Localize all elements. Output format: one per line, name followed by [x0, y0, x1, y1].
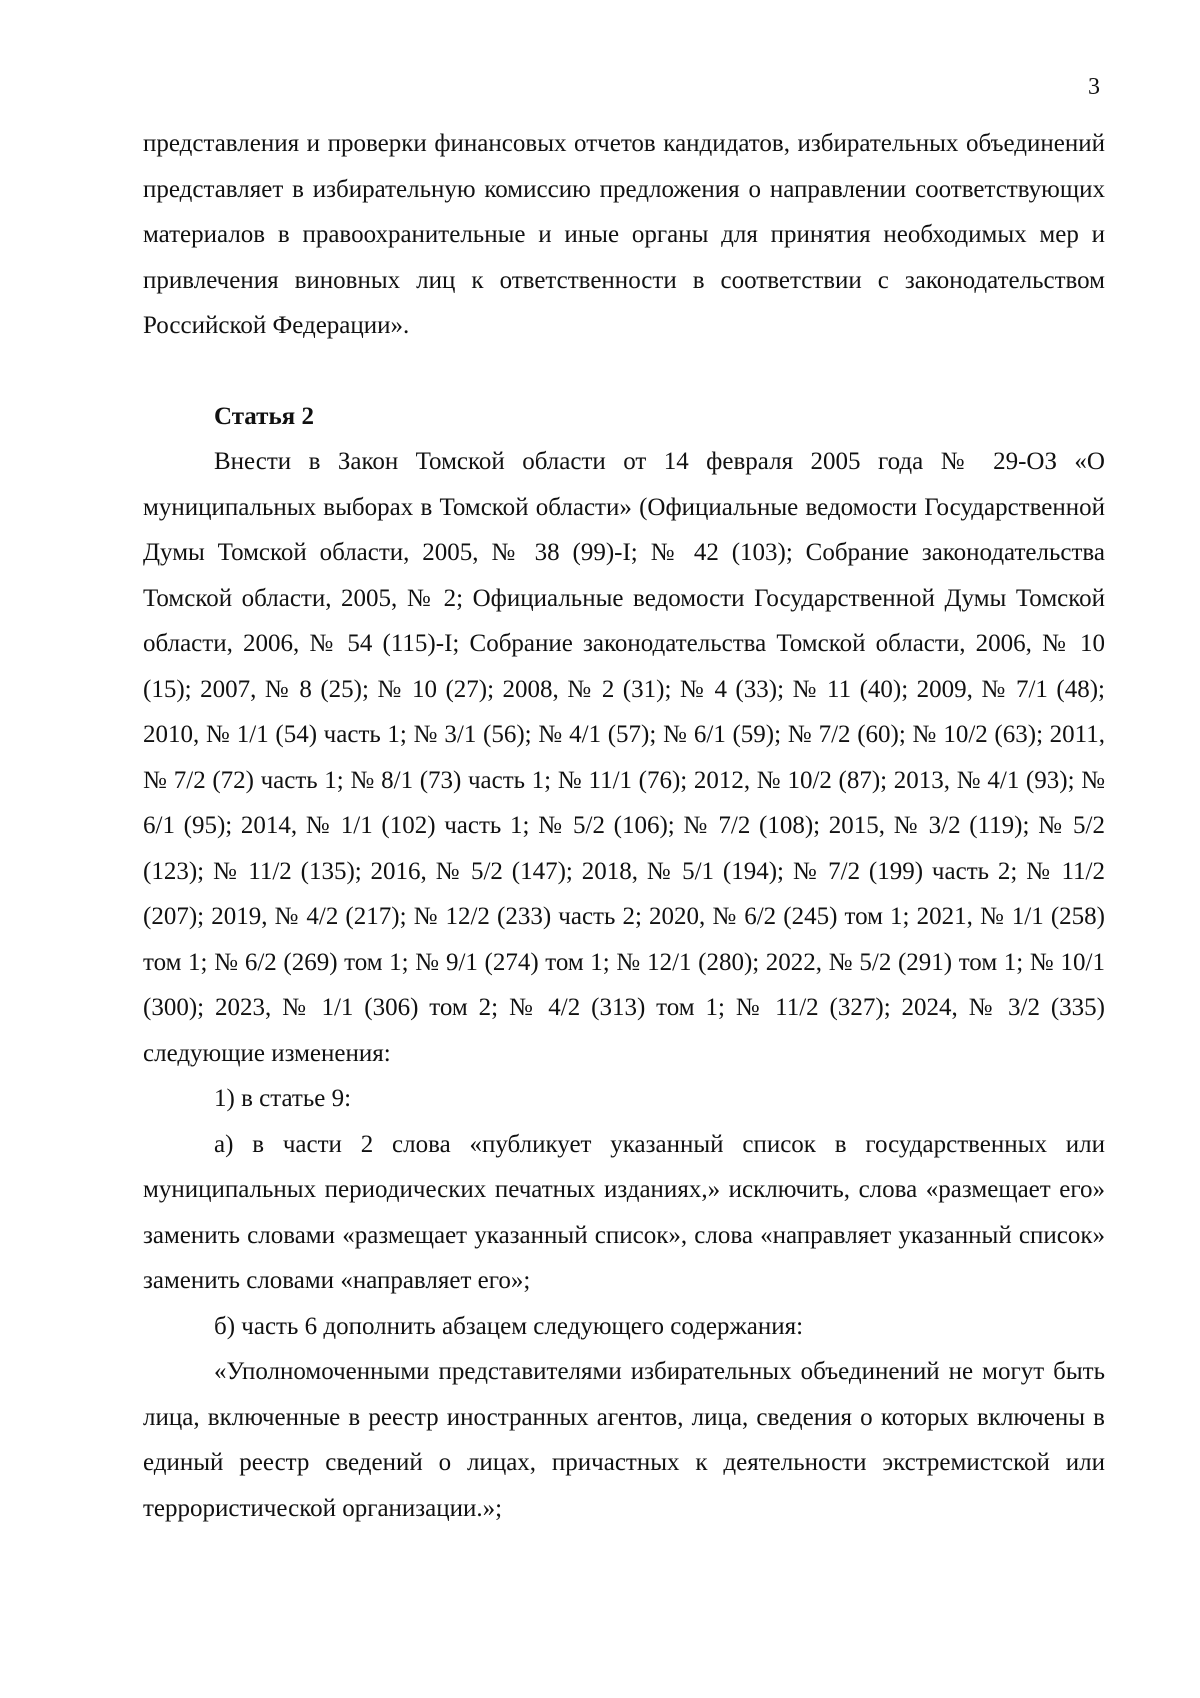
page-number: 3 [1088, 74, 1100, 100]
paragraph-subitem-b: б) часть 6 дополнить абзацем следующего содержания: [214, 1312, 804, 1340]
paragraph-continuation: представления и проверки финансовых отчетов кандидатов, избирательных объединений представляет в избирательную комиссию предложения о направлении соответствующих материалов в правоохранительные и иные органы для принятия необходимых мер и привлечения виновных лиц к ответственности в соответствии с законодательством Российской Федерации». [143, 130, 1105, 339]
paragraph-subitem-a: а) в части 2 слова «публикует указанный список в государственных или муниципальных периодических печатных изданиях,» исключить, слова «размещает его» заменить словами «размещает указанный список», слова «направляет указанный список» заменить словами «направляет его»; [143, 1130, 1105, 1294]
article-heading: Статья 2 [214, 402, 314, 430]
paragraph-quoted-text: «Уполномоченными представителями избирательных объединений не могут быть лица, включенные в реестр иностранных агентов, лица, сведения о которых включены в единый реестр сведений о лицах, причастных к деятельности экстремистской или террористической организации.»; [143, 1358, 1105, 1522]
paragraph-amendment-intro: Внести в Закон Томской области от 14 февраля 2005 года № 29-ОЗ «О муниципальных выборах в Томской области» (Официальные ведомости Государственной Думы Томской области, 2005, № 38 (99)-I; № 42 (103); Собрание законодательства Томской области, 2005, № 2; Официальные ведомости Государственной Думы Томской области, 2006, № 54 (115)-I; Собрание законодательства Томской области, 2006, № 10 (15); 2007, № 8 (25); № 10 (27); 2008, № 2 (31); № 4 (33); № 11 (40); 2009, № 7/1 (48); 2010, № 1/1 (54) часть 1; № 3/1 (56); № 4/1 (57); № 6/1 (59); № 7/2 (60); № 10/2 (63); 2011, № 7/2 (72) часть 1; № 8/1 (73) часть 1; № 11/1 (76); 2012, № 10/2 (87); 2013, № 4/1 (93); № 6/1 (95); 2014, № 1/1 (102) часть 1; № 5/2 (106); № 7/2 (108); 2015, № 3/2 (119); № 5/2 (123); № 11/2 (135); 2016, № 5/2 (147); 2018, № 5/1 (194); № 7/2 (199) часть 2; № 11/2 (207); 2019, № 4/2 (217); № 12/2 (233) часть 2; 2020, № 6/2 (245) том 1; 2021, № 1/1 (258) том 1; № 6/2 (269) том 1; № 9/1 (274) том 1; № 12/1 (280); 2022, № 5/2 (291) том 1; № 10/1 (300); 2023, № 1/1 (306) том 2; № 4/2 (313) том 1; № 11/2 (327); 2024, № 3/2 (335) следующие изменения: [143, 448, 1105, 1067]
document-body [143, 121, 1105, 1531]
paragraph-item-1: 1) в статье 9: [214, 1085, 352, 1112]
